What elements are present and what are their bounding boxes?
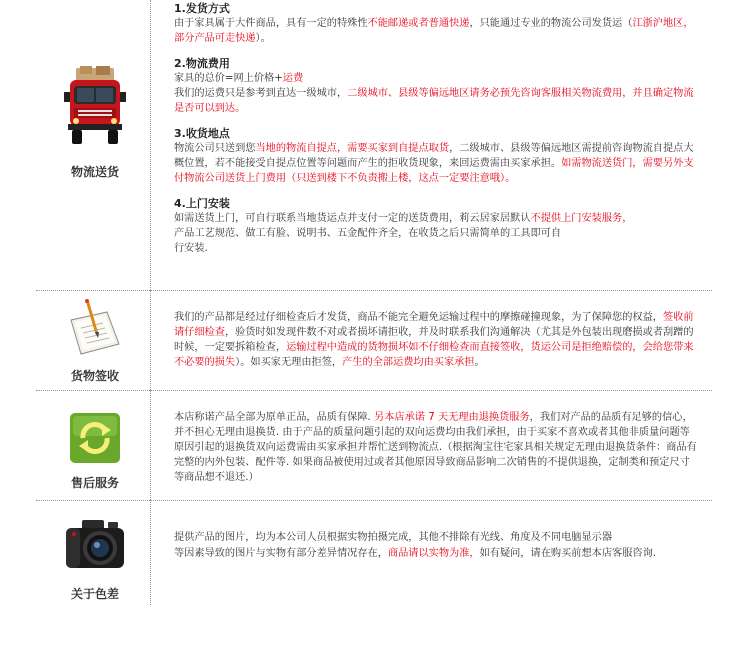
divider-vertical	[150, 290, 151, 390]
signing-section	[0, 290, 750, 390]
aftersale-text: 本店称诺产品全部为原单正品，品质有保障. 另本店承诺 7 天无理由退换货服务，我们对产品的品质有足够的信心，并不担心无理由退换货. 由于产品的质量问题引起的双向运费均由我们承担，由于买家不喜欢或者其他非质量问题等原因引起的退换货双向运费需由买家承担并帮忙送到物流点.（根据淘宝往宅家具相关规定无理由退换货条件：商品有完整的内外包装、配件等. 如果商品被使用过或者其他原因导致商品影响二次销售的不提供退换，定制类和预定尺寸等商品想不退还.）	[174, 412, 697, 483]
logistics-heading-1: 1.发货方式	[174, 2, 230, 15]
signing-text: 我们的产品都是经过仔细检查后才发货，商品不能完全避免运输过程中的摩擦碰撞现象，为了保障您的权益，签收前请仔细检查，验货时如发现件数不对或者损坏请拒收，并及时联系我们沟通解决（尤其是外包装出现磨损或者刮蹭的时候，一定要拆箱检查，运输过程中造成的货物损坏如不仔细检查而直接签收，货运公司是拒绝赔偿的，会给您带来不必要的损失）。如买家无理由拒签，产生的全部运费均由买家承担。	[174, 312, 694, 368]
aftersale-label: 售后服务	[70, 476, 119, 490]
divider-vertical	[150, 500, 151, 605]
logistics-heading-2: 2.物流费用	[174, 57, 230, 70]
refresh-icon	[40, 412, 150, 464]
logistics-text-3: 物流公司只送到您当地的物流自提点，需要买家到自提点取货，二级城市、县级等偏远地区需提前咨询物流自提点大概位置，若不能接受自提点位置等问题而产生的拒收货现象，来回运费需由买家承担。如需物流送货门，需要另外支付物流公司送货上门费用（只送到楼下不负责搬上楼，这点一定要注意哦）。	[174, 143, 694, 184]
color-label: 关于色差	[70, 587, 119, 601]
color-content	[174, 530, 700, 562]
camera-icon	[40, 516, 150, 578]
signing-content	[174, 310, 698, 370]
aftersale-content	[174, 410, 698, 485]
logistics-label: 物流送货	[70, 165, 119, 179]
logistics-heading-3: 3.收货地点	[174, 127, 230, 140]
logistics-text-2: 家具的总价=网上价格+运费 我们的运费只是参考到直达一级城市，二级城市、县级等偏远地区请务必预先咨询客服相关物流费用，并且确定物流是否可以到达。	[174, 73, 694, 114]
logistics-content	[174, 2, 694, 256]
logistics-text-1: 由于家具属于大件商品，具有一定的特殊性不能邮递或者普通快递，只能通过专业的物流公司发货运（江浙沪地区，部分产品可走快递）。	[174, 18, 694, 44]
divider-vertical	[150, 0, 151, 290]
aftersale-section	[0, 390, 750, 500]
signing-label: 货物签收	[70, 369, 119, 383]
logistics-heading-4: 4.上门安装	[174, 197, 230, 210]
truck-icon	[40, 66, 150, 150]
clipboard-pen-icon	[40, 298, 150, 358]
color-text: 提供产品的图片，均为本公司人员根据实物拍摄完成，其他不排除有光线、角度及不同电脑显示器 等因素导致的图片与实物有部分差异情况存在，商品请以实物为准，如有疑问，请在购买前想本店客服咨询.	[174, 532, 657, 559]
logistics-section	[0, 0, 750, 290]
divider-vertical	[150, 390, 151, 500]
color-section	[0, 500, 750, 610]
logistics-text-4: 如需送货上门，可自行联系当地货运点并支付一定的送货费用，莉云居家居默认不提供上门安装服务， 产品工艺规范、做工有脸、说明书、五金配件齐全，在收货之后只需简单的工具即可自 行安装.	[174, 213, 633, 254]
